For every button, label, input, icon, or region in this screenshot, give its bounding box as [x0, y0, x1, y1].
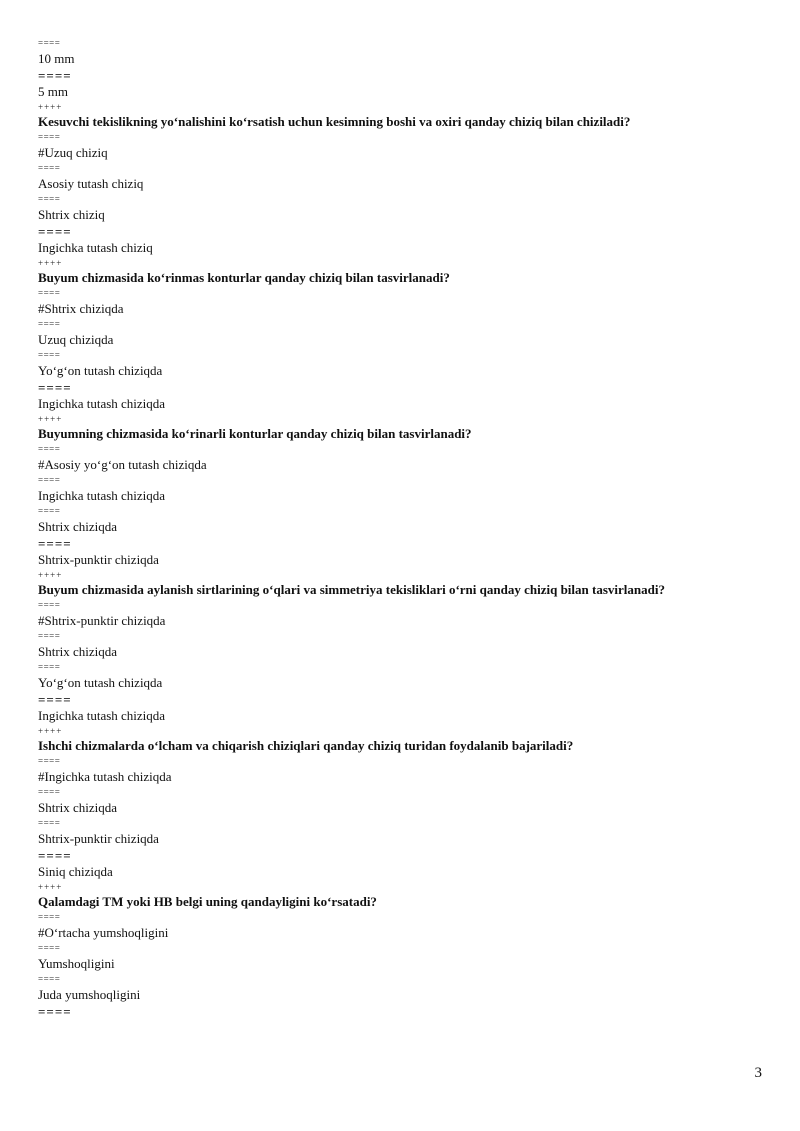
answer-option: Shtrix chiziq: [38, 207, 105, 222]
separator-line: ====: [38, 943, 61, 953]
question-marker: ++++: [38, 570, 63, 580]
answer-option: #Uzuq chiziq: [38, 145, 108, 160]
answer-option: #Asosiy yo‘g‘on tutash chiziqda: [38, 457, 207, 472]
question-text: Ishchi chizmalarda o‘lcham va chiqarish chiziqlari qanday chiziq turidan foydalanib bajariladi?: [38, 738, 574, 753]
question-text: Kesuvchi tekislikning yo‘nalishini ko‘rsatish uchun kesimning boshi va oxiri qanday chiziq bilan chiziladi?: [38, 114, 631, 129]
question-marker: ++++: [38, 414, 63, 424]
answer-option: 5 mm: [38, 84, 68, 99]
answer-option: Asosiy tutash chiziq: [38, 176, 144, 191]
answer-option: #Ingichka tutash chiziqda: [38, 769, 172, 784]
answer-option: Ingichka tutash chiziqda: [38, 708, 166, 723]
separator-line: ====: [38, 631, 61, 641]
separator-line: ====: [38, 1004, 72, 1019]
document-page: [38, 38, 762, 1018]
separator-line: ====: [38, 475, 61, 485]
answer-option: Ingichka tutash chiziq: [38, 240, 153, 255]
answer-option: #O‘rtacha yumshoqligini: [38, 925, 169, 940]
separator-line: ====: [38, 163, 61, 173]
separator-line: ====: [38, 600, 61, 610]
question-text: Buyum chizmasida aylanish sirtlarining o‘qlari va simmetriya tekisliklari o‘rni qanday chiziq bilan tasvirlanadi?: [38, 582, 665, 597]
answer-option: Uzuq chiziqda: [38, 332, 114, 347]
separator-line: ====: [38, 756, 61, 766]
separator-line: ====: [38, 787, 61, 797]
separator-line: ====: [38, 662, 61, 672]
separator-line: ====: [38, 848, 72, 863]
answer-option: #Shtrix chiziqda: [38, 301, 124, 316]
separator-line: ====: [38, 224, 72, 239]
question-text: Buyum chizmasida ko‘rinmas konturlar qanday chiziq bilan tasvirlanadi?: [38, 270, 450, 285]
answer-option: Shtrix chiziqda: [38, 800, 118, 815]
answer-option: 10 mm: [38, 51, 75, 66]
answer-option: Ingichka tutash chiziqda: [38, 488, 166, 503]
separator-line: ====: [38, 350, 61, 360]
separator-line: ====: [38, 319, 61, 329]
answer-option: Shtrix-punktir chiziqda: [38, 552, 159, 567]
separator-line: ====: [38, 818, 61, 828]
question-marker: ++++: [38, 882, 63, 892]
separator-line: ====: [38, 68, 72, 83]
answer-option: Ingichka tutash chiziqda: [38, 396, 166, 411]
question-marker: ++++: [38, 102, 63, 112]
separator-line: ====: [38, 132, 61, 142]
separator-line: ====: [38, 536, 72, 551]
answer-option: Shtrix-punktir chiziqda: [38, 831, 159, 846]
answer-option: Shtrix chiziqda: [38, 519, 118, 534]
answer-option: #Shtrix-punktir chiziqda: [38, 613, 166, 628]
separator-line: ====: [38, 38, 61, 48]
separator-line: ====: [38, 692, 72, 707]
separator-line: ====: [38, 974, 61, 984]
separator-line: ====: [38, 288, 61, 298]
question-marker: ++++: [38, 258, 63, 268]
answer-option: Siniq chiziqda: [38, 864, 113, 879]
page-number: 3: [754, 1065, 762, 1081]
answer-option: Shtrix chiziqda: [38, 644, 118, 659]
question-marker: ++++: [38, 726, 63, 736]
answer-option: Yumshoqligini: [38, 956, 115, 971]
separator-line: ====: [38, 194, 61, 204]
question-text: Qalamdagi TM yoki HB belgi uning qandayligini ko‘rsatadi?: [38, 894, 377, 909]
separator-line: ====: [38, 444, 61, 454]
separator-line: ====: [38, 380, 72, 395]
answer-option: Juda yumshoqligini: [38, 987, 141, 1002]
separator-line: ====: [38, 912, 61, 922]
separator-line: ====: [38, 506, 61, 516]
answer-option: Yo‘g‘on tutash chiziqda: [38, 363, 163, 378]
answer-option: Yo‘g‘on tutash chiziqda: [38, 675, 163, 690]
question-text: Buyumning chizmasida ko‘rinarli konturlar qanday chiziq bilan tasvirlanadi?: [38, 426, 472, 441]
